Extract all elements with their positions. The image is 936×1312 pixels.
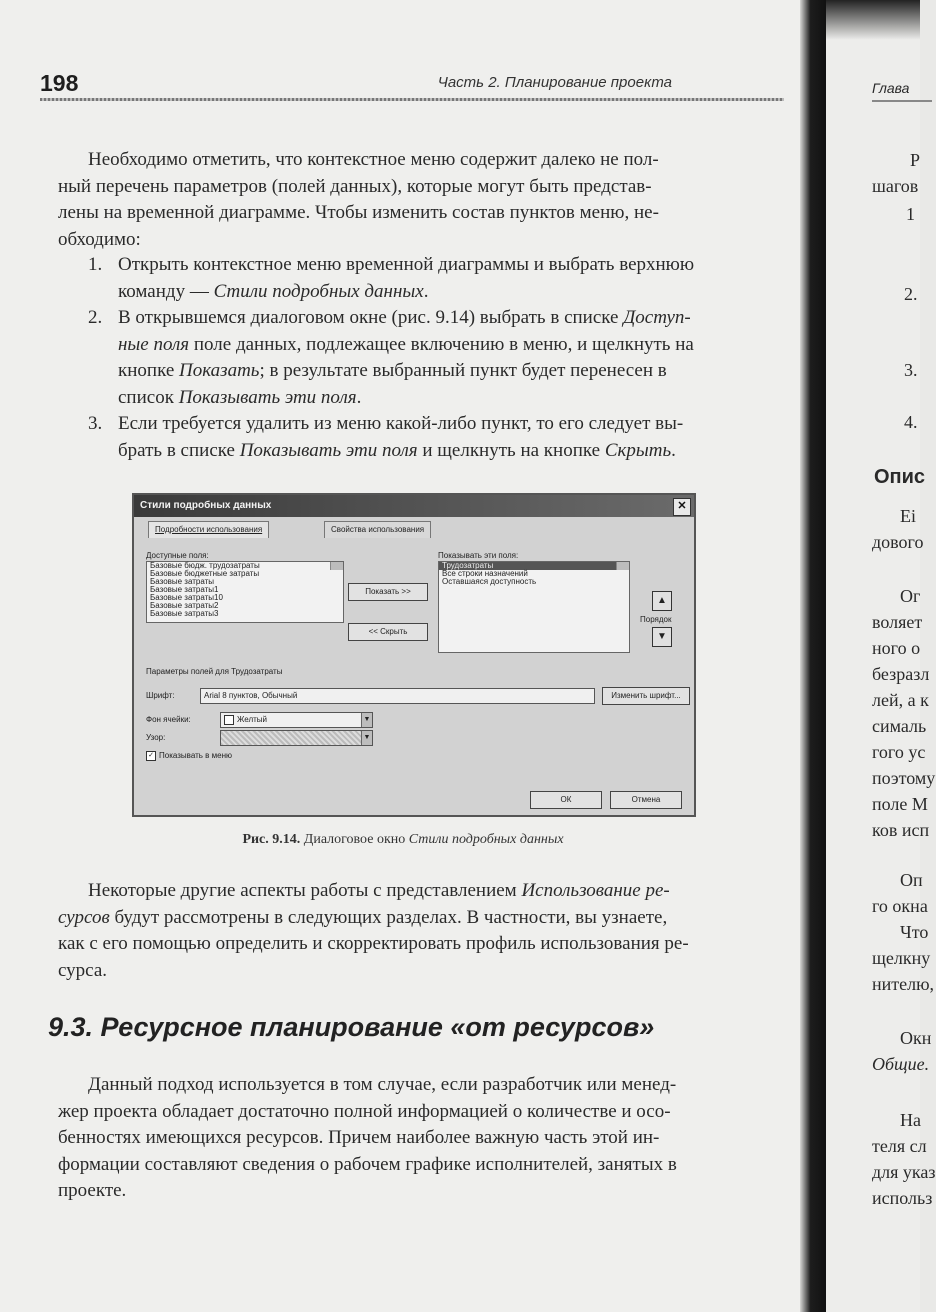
para2-a: Некоторые другие аспекты работы с представлением xyxy=(88,880,522,901)
right-running-head: Глава xyxy=(872,80,910,96)
intro-line-4: обходимо: xyxy=(58,228,141,250)
tab-usage-properties[interactable]: Свойства использования xyxy=(324,521,431,538)
list-italic: Скрыть xyxy=(604,439,672,461)
list-item xyxy=(88,411,782,464)
right-fragment: Общие. xyxy=(872,1054,930,1074)
header-rule xyxy=(40,98,784,101)
right-fragment: Ei xyxy=(900,506,916,526)
right-fragment: нителю, xyxy=(872,974,935,994)
right-fragment: Р xyxy=(910,150,921,170)
para2-italic: Использование ре- xyxy=(521,880,670,901)
pattern-label: Узор: xyxy=(146,733,166,742)
right-fragment: лей, а к xyxy=(872,690,929,710)
font-label: Шрифт: xyxy=(146,691,175,700)
move-down-icon[interactable]: ▼ xyxy=(652,627,672,647)
font-field[interactable]: Arial 8 пунктов, Обычный xyxy=(200,688,595,704)
right-fragment: гого ус xyxy=(872,742,926,762)
intro-line-2: ный перечень параметров (полей данных), которые могут быть представ- xyxy=(58,175,652,197)
figure-caption xyxy=(0,832,806,848)
chevron-down-icon[interactable]: ▼ xyxy=(361,731,372,745)
list-text: В открывшемся диалоговом окне (рис. 9.14) выбрать в списке xyxy=(118,307,624,328)
available-fields-label: Доступные поля: xyxy=(146,551,209,560)
intro-paragraph xyxy=(58,147,782,253)
show-in-menu-checkbox[interactable] xyxy=(146,751,232,761)
ok-button[interactable]: ОК xyxy=(530,791,602,809)
available-fields-list[interactable] xyxy=(146,561,344,623)
list-text: список xyxy=(118,386,179,408)
right-fragment: ного о xyxy=(872,638,921,658)
close-icon[interactable]: ✕ xyxy=(673,498,691,516)
page-number: 198 xyxy=(40,70,79,96)
list-text: поле данных, подлежащее включению в меню, и щелкнуть на xyxy=(189,333,694,355)
checkbox-checked-icon[interactable]: ✓ xyxy=(146,751,156,761)
right-fragment: для указ xyxy=(872,1162,936,1182)
show-in-menu-label: Показывать в меню xyxy=(159,751,232,761)
hide-button[interactable]: << Скрыть xyxy=(348,623,428,641)
right-fragment: го окна xyxy=(872,896,928,916)
page-shadow xyxy=(826,0,920,40)
para2-c: как с его помощью определить и скорректировать профиль использования ре- xyxy=(58,933,689,954)
right-fragment: воляет xyxy=(872,612,923,632)
right-fragment: шагов xyxy=(872,176,919,196)
right-page xyxy=(826,0,936,1312)
right-fragment: На xyxy=(900,1110,921,1130)
list-item[interactable]: Базовые затраты3 xyxy=(150,609,219,618)
right-fragment: сималь xyxy=(872,716,927,736)
list-italic: Показывать эти поля xyxy=(178,386,357,408)
para3-line: проекте. xyxy=(58,1180,127,1201)
right-fragment: Oг xyxy=(900,586,921,606)
right-fragment: Что xyxy=(900,922,929,942)
list-item[interactable]: Базовые затраты1 xyxy=(150,585,219,594)
list-text: Открыть контекстное меню временной диаграммы и выбрать верхнюю xyxy=(118,254,695,275)
list-item[interactable]: Все строки назначений xyxy=(442,569,528,578)
order-label: Порядок xyxy=(640,615,672,624)
right-fragment: безразл xyxy=(872,664,930,684)
scrollbar[interactable] xyxy=(616,562,629,570)
scrollbar[interactable] xyxy=(330,562,343,570)
intro-line-3: лены на временной диаграмме. Чтобы изменить состав пунктов меню, не- xyxy=(58,202,659,223)
right-fragment: использ xyxy=(872,1188,933,1208)
list-number: 3. xyxy=(88,413,103,434)
list-tail: . xyxy=(423,280,429,302)
dialog-titlebar xyxy=(134,495,694,517)
list-italic: Доступ- xyxy=(623,307,691,328)
list-item[interactable]: Базовые бюдж. трудозатраты xyxy=(150,561,260,570)
caption-italic: Стили подробных данных xyxy=(408,832,564,847)
para3-line: Данный подход используется в том случае, если разработчик или менед- xyxy=(88,1074,677,1095)
list-tail: . xyxy=(356,386,362,408)
list-text: ; в результате выбранный пункт будет перенесен в xyxy=(259,360,667,381)
right-fragment: поле M xyxy=(872,794,928,814)
list-italic: Показывать эти поля xyxy=(239,439,418,461)
caption-text: Диалоговое окно xyxy=(300,832,409,847)
right-header-rule xyxy=(872,100,932,102)
color-swatch xyxy=(224,715,234,725)
right-fragment: теля сл xyxy=(872,1136,927,1156)
list-item[interactable]: Базовые затраты2 xyxy=(150,601,219,610)
change-font-button[interactable]: Изменить шрифт... xyxy=(602,687,690,705)
right-fragment: 4. xyxy=(904,412,918,432)
section-heading: 9.3. Ресурсное планирование «от ресурсов» xyxy=(48,1012,655,1042)
list-italic: ные поля xyxy=(118,333,190,355)
shown-fields-list[interactable] xyxy=(438,561,630,653)
list-number: 1. xyxy=(88,254,103,275)
para3-line: жер проекта обладает достаточно полной информацией о количестве и осо- xyxy=(58,1100,671,1122)
right-fragment: дового xyxy=(872,532,924,552)
list-item[interactable]: Оставшаяся доступность xyxy=(442,577,537,586)
list-item[interactable]: Базовые бюджетные затраты xyxy=(150,569,260,578)
details-styles-dialog xyxy=(132,493,696,817)
list-item xyxy=(88,305,782,411)
cell-background-label: Фон ячейки: xyxy=(146,715,191,724)
para2-italic-2: сурсов xyxy=(58,906,110,928)
cancel-button[interactable]: Отмена xyxy=(610,791,682,809)
running-head: Часть 2. Планирование проекта xyxy=(437,74,672,91)
list-italic: Стили подробных данных xyxy=(213,280,424,302)
book-gutter xyxy=(800,0,826,1312)
list-text: кнопке xyxy=(118,360,180,381)
list-number: 2. xyxy=(88,307,103,328)
shown-fields-label: Показывать эти поля: xyxy=(438,551,519,560)
cell-background-value: Желтый xyxy=(237,715,268,724)
right-fragment: щелкну xyxy=(872,948,931,968)
list-tail: . xyxy=(671,439,676,461)
list-item[interactable]: Базовые затраты xyxy=(150,577,215,586)
right-fragment: 1 xyxy=(906,204,915,224)
show-button[interactable]: Показать >> xyxy=(348,583,428,601)
list-text: Если требуется удалить из меню какой-либо пункт, то его следует вы- xyxy=(118,413,684,434)
right-fragment: Окн xyxy=(900,1028,932,1048)
right-fragment: 3. xyxy=(904,360,918,380)
para2-d: сурса. xyxy=(58,959,108,981)
paragraph-3 xyxy=(58,1072,782,1205)
right-fragment: поэтому xyxy=(872,768,936,788)
dialog-title: Стили подробных данных xyxy=(140,500,272,511)
cell-background-select[interactable] xyxy=(220,712,373,728)
pattern-select[interactable] xyxy=(220,730,373,746)
para2-b: будут рассмотрены в следующих разделах. В частности, вы узнаете, xyxy=(109,906,668,928)
list-italic: Показать xyxy=(179,360,260,381)
tab-usage-details[interactable]: Подробности использования xyxy=(148,521,269,538)
list-item xyxy=(88,252,782,305)
list-item[interactable]: Базовые затраты10 xyxy=(150,593,223,602)
list-text: и щелкнуть на кнопке xyxy=(417,439,605,461)
field-params-label: Параметры полей для Трудозатраты xyxy=(146,667,283,676)
right-fragment: Оп xyxy=(900,870,923,890)
right-fragment: 2. xyxy=(904,284,918,304)
list-item[interactable]: Трудозатраты xyxy=(439,562,629,570)
list-text: команду — xyxy=(118,280,214,302)
intro-line-1: Необходимо отметить, что контекстное меню содержит далеко не пол- xyxy=(88,149,659,170)
paragraph-2 xyxy=(58,878,782,984)
para3-line: бенностях имеющихся ресурсов. Причем наиболее важную часть этой ин- xyxy=(58,1127,660,1148)
para3-line: формации составляют сведения о рабочем графике исполнителей, занятых в xyxy=(58,1153,677,1175)
chevron-down-icon[interactable]: ▼ xyxy=(361,713,372,727)
move-up-icon[interactable]: ▲ xyxy=(652,591,672,611)
caption-label: Рис. 9.14. xyxy=(242,832,301,847)
list-text: брать в списке xyxy=(118,439,240,461)
steps-list xyxy=(88,252,782,464)
right-heading: Опис xyxy=(874,466,926,488)
right-fragment: ков исп xyxy=(872,820,930,840)
